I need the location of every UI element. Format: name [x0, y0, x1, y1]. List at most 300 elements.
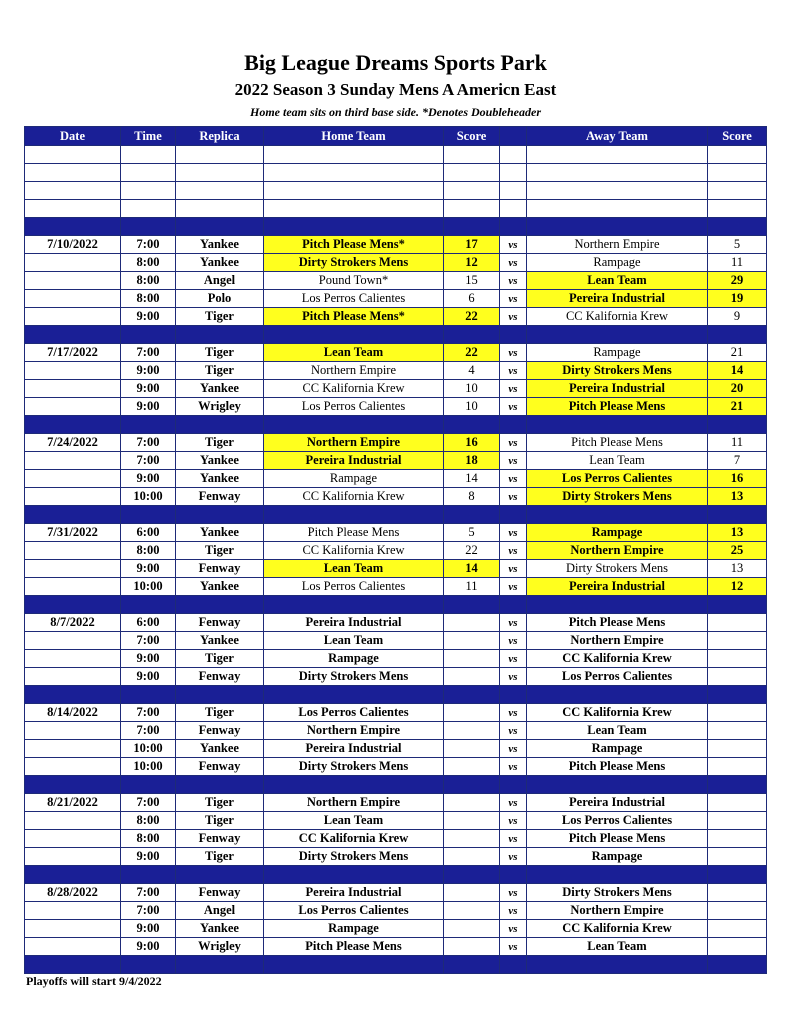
blank-cell — [176, 146, 264, 164]
home-score: 14 — [444, 560, 500, 578]
game-row — [25, 830, 767, 848]
game-row — [25, 650, 767, 668]
separator-cell — [708, 686, 767, 704]
away-score: 25 — [708, 542, 767, 560]
game-replica: Yankee — [176, 740, 264, 758]
home-team: Los Perros Calientes — [264, 704, 444, 722]
separator-cell — [708, 326, 767, 344]
blank-cell — [444, 200, 500, 218]
vs-label: vs — [500, 830, 527, 848]
separator-cell — [121, 686, 176, 704]
home-score: 11 — [444, 578, 500, 596]
blank-cell — [708, 146, 767, 164]
separator-row — [25, 956, 767, 974]
game-replica: Fenway — [176, 614, 264, 632]
home-score — [444, 902, 500, 920]
game-replica: Yankee — [176, 470, 264, 488]
home-score — [444, 794, 500, 812]
game-time: 7:00 — [121, 344, 176, 362]
separator-cell — [264, 596, 444, 614]
away-score: 13 — [708, 524, 767, 542]
game-replica: Polo — [176, 290, 264, 308]
game-date — [25, 740, 121, 758]
game-time: 9:00 — [121, 848, 176, 866]
home-team: Northern Empire — [264, 434, 444, 452]
game-replica: Tiger — [176, 704, 264, 722]
separator-row — [25, 326, 767, 344]
vs-label: vs — [500, 362, 527, 380]
game-date — [25, 848, 121, 866]
game-row — [25, 542, 767, 560]
away-score: 21 — [708, 398, 767, 416]
vs-label: vs — [500, 578, 527, 596]
separator-cell — [121, 326, 176, 344]
game-date: 7/17/2022 — [25, 344, 121, 362]
separator-cell — [500, 596, 527, 614]
game-row — [25, 308, 767, 326]
vs-label: vs — [500, 938, 527, 956]
separator-cell — [708, 596, 767, 614]
home-team: Los Perros Calientes — [264, 578, 444, 596]
home-team: Pitch Please Mens — [264, 524, 444, 542]
separator-cell — [500, 326, 527, 344]
separator-cell — [176, 686, 264, 704]
game-time: 10:00 — [121, 578, 176, 596]
home-score: 16 — [444, 434, 500, 452]
game-time: 6:00 — [121, 524, 176, 542]
game-row — [25, 902, 767, 920]
separator-cell — [176, 596, 264, 614]
vs-label: vs — [500, 632, 527, 650]
away-score — [708, 650, 767, 668]
game-row — [25, 488, 767, 506]
blank-cell — [121, 182, 176, 200]
separator-row — [25, 218, 767, 236]
away-team: CC Kalifornia Krew — [527, 308, 708, 326]
blank-cell — [500, 200, 527, 218]
game-date — [25, 290, 121, 308]
home-score: 6 — [444, 290, 500, 308]
away-team: Rampage — [527, 254, 708, 272]
game-time: 9:00 — [121, 938, 176, 956]
away-team: Pitch Please Mens — [527, 398, 708, 416]
blank-cell — [444, 182, 500, 200]
away-score — [708, 614, 767, 632]
game-time: 9:00 — [121, 920, 176, 938]
game-date — [25, 488, 121, 506]
game-time: 9:00 — [121, 380, 176, 398]
separator-cell — [527, 218, 708, 236]
away-score — [708, 794, 767, 812]
home-score — [444, 704, 500, 722]
separator-cell — [25, 218, 121, 236]
game-date — [25, 380, 121, 398]
game-date — [25, 272, 121, 290]
away-score: 21 — [708, 344, 767, 362]
blank-cell — [264, 182, 444, 200]
game-replica: Yankee — [176, 920, 264, 938]
game-replica: Fenway — [176, 758, 264, 776]
home-score: 8 — [444, 488, 500, 506]
game-replica: Fenway — [176, 830, 264, 848]
separator-cell — [176, 776, 264, 794]
separator-cell — [121, 218, 176, 236]
game-date — [25, 668, 121, 686]
away-score: 13 — [708, 560, 767, 578]
home-score — [444, 758, 500, 776]
away-team: Northern Empire — [527, 902, 708, 920]
away-team: Pereira Industrial — [527, 290, 708, 308]
home-score — [444, 884, 500, 902]
col-time-header: Time — [121, 127, 176, 146]
blank-row — [25, 164, 767, 182]
away-score: 7 — [708, 452, 767, 470]
game-time: 9:00 — [121, 308, 176, 326]
game-row — [25, 722, 767, 740]
game-row — [25, 632, 767, 650]
away-team: Pereira Industrial — [527, 794, 708, 812]
separator-row — [25, 866, 767, 884]
away-team: Rampage — [527, 524, 708, 542]
game-time: 9:00 — [121, 398, 176, 416]
home-team: CC Kalifornia Krew — [264, 830, 444, 848]
game-row — [25, 614, 767, 632]
game-time: 7:00 — [121, 434, 176, 452]
col-home-score-header: Score — [444, 127, 500, 146]
home-score — [444, 812, 500, 830]
separator-cell — [444, 776, 500, 794]
vs-label: vs — [500, 650, 527, 668]
game-time: 7:00 — [121, 236, 176, 254]
col-vs-header — [500, 127, 527, 146]
away-score: 19 — [708, 290, 767, 308]
away-score: 11 — [708, 254, 767, 272]
home-team: Dirty Strokers Mens — [264, 668, 444, 686]
blank-cell — [708, 164, 767, 182]
separator-cell — [500, 506, 527, 524]
home-score — [444, 632, 500, 650]
separator-cell — [25, 506, 121, 524]
game-date — [25, 308, 121, 326]
vs-label: vs — [500, 542, 527, 560]
game-replica: Tiger — [176, 542, 264, 560]
home-team: CC Kalifornia Krew — [264, 488, 444, 506]
game-date: 7/31/2022 — [25, 524, 121, 542]
blank-cell — [25, 164, 121, 182]
game-time: 6:00 — [121, 614, 176, 632]
blank-cell — [25, 146, 121, 164]
home-score — [444, 830, 500, 848]
game-row — [25, 362, 767, 380]
vs-label: vs — [500, 308, 527, 326]
game-date — [25, 812, 121, 830]
game-row — [25, 434, 767, 452]
col-away-score-header: Score — [708, 127, 767, 146]
game-replica: Tiger — [176, 848, 264, 866]
away-team: Northern Empire — [527, 632, 708, 650]
separator-cell — [708, 776, 767, 794]
separator-cell — [500, 686, 527, 704]
game-time: 9:00 — [121, 362, 176, 380]
away-score — [708, 848, 767, 866]
separator-cell — [708, 956, 767, 974]
separator-cell — [121, 776, 176, 794]
game-replica: Tiger — [176, 308, 264, 326]
separator-cell — [527, 866, 708, 884]
separator-cell — [444, 866, 500, 884]
separator-cell — [121, 416, 176, 434]
game-time: 8:00 — [121, 290, 176, 308]
separator-cell — [264, 326, 444, 344]
away-score — [708, 758, 767, 776]
vs-label: vs — [500, 272, 527, 290]
game-replica: Yankee — [176, 578, 264, 596]
blank-cell — [500, 164, 527, 182]
home-team: Rampage — [264, 920, 444, 938]
separator-cell — [444, 686, 500, 704]
separator-cell — [121, 506, 176, 524]
separator-cell — [264, 218, 444, 236]
game-time: 7:00 — [121, 794, 176, 812]
header-row — [25, 127, 767, 146]
game-date: 8/28/2022 — [25, 884, 121, 902]
home-score — [444, 740, 500, 758]
vs-label: vs — [500, 290, 527, 308]
home-score — [444, 614, 500, 632]
home-team: Pereira Industrial — [264, 614, 444, 632]
home-team: Pitch Please Mens* — [264, 308, 444, 326]
game-replica: Fenway — [176, 722, 264, 740]
blank-cell — [264, 146, 444, 164]
home-score: 4 — [444, 362, 500, 380]
vs-label: vs — [500, 794, 527, 812]
away-score — [708, 902, 767, 920]
game-row — [25, 920, 767, 938]
separator-cell — [264, 956, 444, 974]
blank-cell — [121, 200, 176, 218]
game-date — [25, 362, 121, 380]
away-team: Pitch Please Mens — [527, 614, 708, 632]
separator-cell — [264, 506, 444, 524]
away-score: 5 — [708, 236, 767, 254]
game-row — [25, 398, 767, 416]
separator-row — [25, 416, 767, 434]
game-replica: Fenway — [176, 488, 264, 506]
game-row — [25, 344, 767, 362]
separator-cell — [708, 866, 767, 884]
home-score: 15 — [444, 272, 500, 290]
game-time: 7:00 — [121, 722, 176, 740]
vs-label: vs — [500, 812, 527, 830]
separator-cell — [121, 596, 176, 614]
separator-cell — [527, 326, 708, 344]
blank-row — [25, 200, 767, 218]
separator-cell — [176, 326, 264, 344]
blank-cell — [176, 182, 264, 200]
separator-cell — [527, 686, 708, 704]
away-team: Los Perros Calientes — [527, 668, 708, 686]
separator-row — [25, 776, 767, 794]
home-team: Pereira Industrial — [264, 884, 444, 902]
separator-row — [25, 686, 767, 704]
away-score — [708, 884, 767, 902]
away-team: Rampage — [527, 848, 708, 866]
vs-label: vs — [500, 344, 527, 362]
separator-cell — [264, 776, 444, 794]
home-score — [444, 938, 500, 956]
game-time: 8:00 — [121, 272, 176, 290]
col-replica-header: Replica — [176, 127, 264, 146]
col-date-header: Date — [25, 127, 121, 146]
vs-label: vs — [500, 524, 527, 542]
game-row — [25, 578, 767, 596]
vs-label: vs — [500, 758, 527, 776]
game-row — [25, 290, 767, 308]
game-time: 7:00 — [121, 704, 176, 722]
home-score: 5 — [444, 524, 500, 542]
col-away-team-header: Away Team — [527, 127, 708, 146]
home-team: Pereira Industrial — [264, 452, 444, 470]
game-date — [25, 938, 121, 956]
vs-label: vs — [500, 434, 527, 452]
game-row — [25, 560, 767, 578]
game-time: 10:00 — [121, 740, 176, 758]
separator-cell — [444, 506, 500, 524]
blank-cell — [527, 164, 708, 182]
away-team: Dirty Strokers Mens — [527, 488, 708, 506]
page-subtitle: 2022 Season 3 Sunday Mens A Americn East — [234, 80, 557, 99]
home-score — [444, 848, 500, 866]
home-team: Northern Empire — [264, 722, 444, 740]
separator-cell — [121, 956, 176, 974]
vs-label: vs — [500, 884, 527, 902]
separator-cell — [444, 218, 500, 236]
away-team: Pitch Please Mens — [527, 830, 708, 848]
game-replica: Tiger — [176, 362, 264, 380]
game-replica: Yankee — [176, 524, 264, 542]
separator-cell — [25, 956, 121, 974]
home-team: Pitch Please Mens* — [264, 236, 444, 254]
game-row — [25, 470, 767, 488]
separator-cell — [500, 416, 527, 434]
game-replica: Tiger — [176, 650, 264, 668]
separator-cell — [708, 416, 767, 434]
away-team: Lean Team — [527, 722, 708, 740]
home-score: 12 — [444, 254, 500, 272]
game-replica: Fenway — [176, 884, 264, 902]
away-score: 13 — [708, 488, 767, 506]
game-replica: Tiger — [176, 794, 264, 812]
game-date — [25, 398, 121, 416]
home-team: CC Kalifornia Krew — [264, 380, 444, 398]
away-team: Rampage — [527, 344, 708, 362]
blank-cell — [25, 200, 121, 218]
separator-cell — [444, 326, 500, 344]
vs-label: vs — [500, 722, 527, 740]
separator-row — [25, 506, 767, 524]
blank-cell — [500, 182, 527, 200]
away-score: 12 — [708, 578, 767, 596]
game-replica: Tiger — [176, 344, 264, 362]
game-row — [25, 884, 767, 902]
game-time: 10:00 — [121, 488, 176, 506]
separator-cell — [527, 776, 708, 794]
home-score — [444, 722, 500, 740]
vs-label: vs — [500, 380, 527, 398]
home-team: Lean Team — [264, 812, 444, 830]
game-time: 8:00 — [121, 812, 176, 830]
game-row — [25, 236, 767, 254]
game-date — [25, 254, 121, 272]
away-team: Pitch Please Mens — [527, 758, 708, 776]
home-team: Pound Town* — [264, 272, 444, 290]
separator-cell — [264, 686, 444, 704]
home-team: Northern Empire — [264, 362, 444, 380]
separator-cell — [500, 956, 527, 974]
game-time: 9:00 — [121, 650, 176, 668]
away-score — [708, 740, 767, 758]
away-score — [708, 830, 767, 848]
home-score: 22 — [444, 542, 500, 560]
game-row — [25, 272, 767, 290]
game-row — [25, 704, 767, 722]
vs-label: vs — [500, 614, 527, 632]
away-team: Northern Empire — [527, 236, 708, 254]
separator-cell — [264, 416, 444, 434]
game-row — [25, 812, 767, 830]
separator-cell — [176, 506, 264, 524]
game-replica: Angel — [176, 902, 264, 920]
away-score — [708, 704, 767, 722]
home-team: Dirty Strokers Mens — [264, 758, 444, 776]
blank-cell — [444, 146, 500, 164]
blank-cell — [444, 164, 500, 182]
away-team: Los Perros Calientes — [527, 470, 708, 488]
game-time: 7:00 — [121, 452, 176, 470]
game-date — [25, 542, 121, 560]
game-date — [25, 560, 121, 578]
blank-cell — [25, 182, 121, 200]
game-replica: Fenway — [176, 668, 264, 686]
away-team: Pitch Please Mens — [527, 434, 708, 452]
away-team: Dirty Strokers Mens — [527, 560, 708, 578]
game-date — [25, 632, 121, 650]
separator-cell — [25, 866, 121, 884]
home-team: Rampage — [264, 650, 444, 668]
vs-label: vs — [500, 848, 527, 866]
away-team: Lean Team — [527, 272, 708, 290]
vs-label: vs — [500, 668, 527, 686]
game-replica: Tiger — [176, 434, 264, 452]
blank-cell — [176, 200, 264, 218]
separator-cell — [444, 416, 500, 434]
game-date: 7/24/2022 — [25, 434, 121, 452]
home-score: 22 — [444, 308, 500, 326]
vs-label: vs — [500, 704, 527, 722]
away-team: Dirty Strokers Mens — [527, 884, 708, 902]
separator-cell — [708, 506, 767, 524]
game-date: 8/7/2022 — [25, 614, 121, 632]
away-score — [708, 938, 767, 956]
game-replica: Angel — [176, 272, 264, 290]
blank-cell — [500, 146, 527, 164]
home-team: Lean Team — [264, 632, 444, 650]
away-score: 11 — [708, 434, 767, 452]
away-score — [708, 722, 767, 740]
game-row — [25, 254, 767, 272]
game-replica: Yankee — [176, 236, 264, 254]
away-team: Lean Team — [527, 938, 708, 956]
